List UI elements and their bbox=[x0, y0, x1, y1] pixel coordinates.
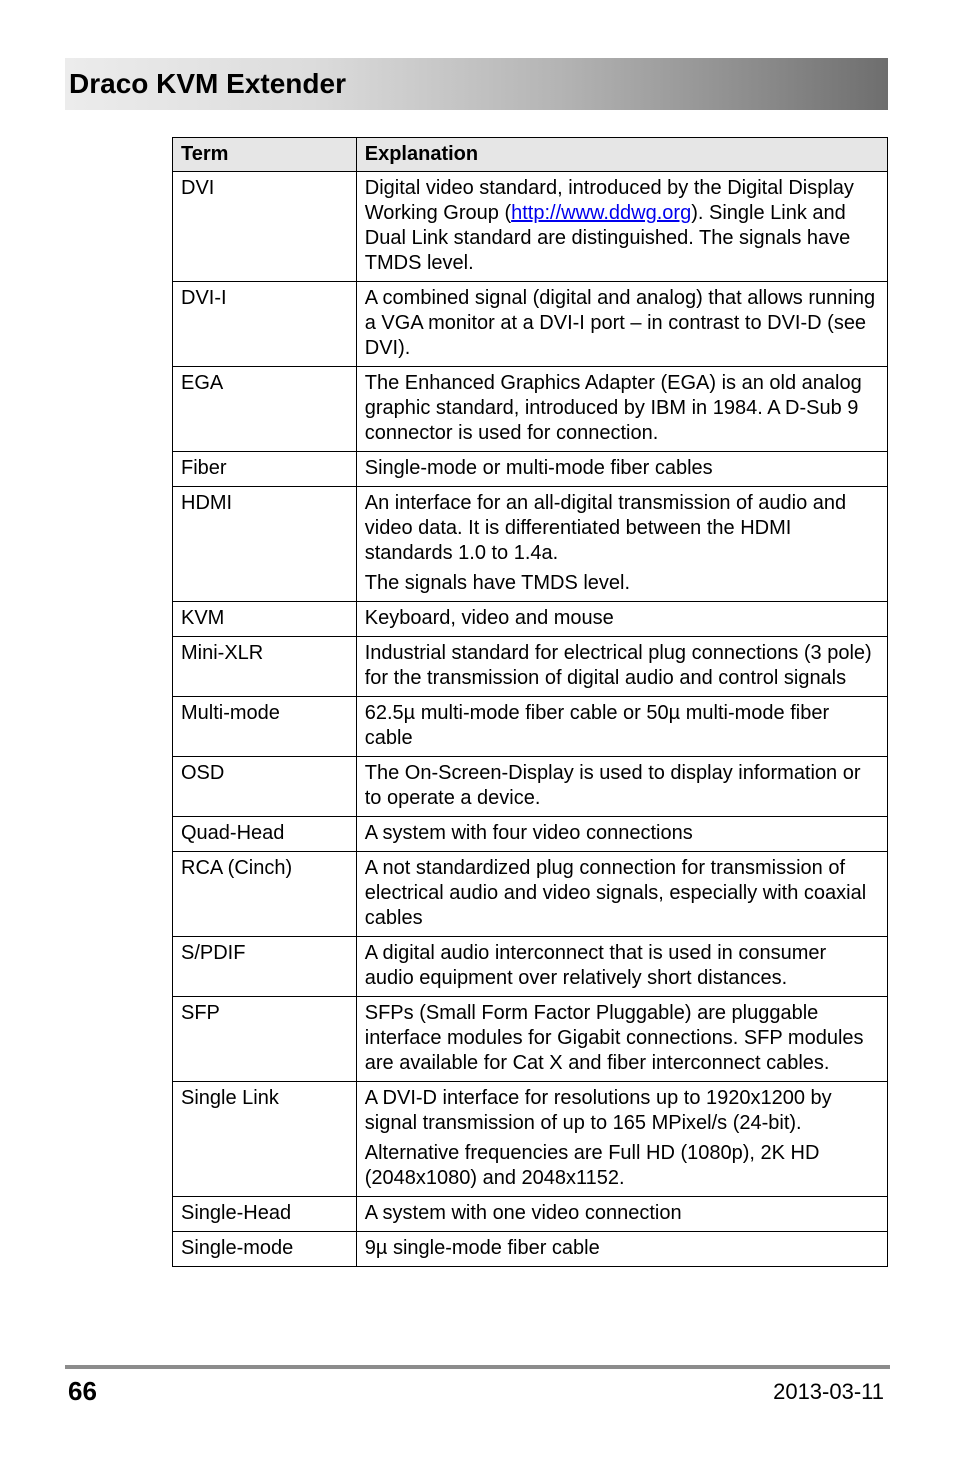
term-cell: Fiber bbox=[173, 452, 357, 487]
explanation-paragraph bbox=[365, 821, 879, 846]
explanation-text: 9µ single-mode fiber cable bbox=[364, 1237, 600, 1259]
explanation-text: A DVI-D interface for resolutions up to 1920x1200 by signal transmission of up to 165 MPixel/s (24-bit). bbox=[364, 1087, 832, 1134]
term-cell: EGA bbox=[173, 367, 357, 452]
explanation-cell bbox=[356, 852, 887, 937]
explanation-paragraph bbox=[365, 761, 879, 811]
table-row bbox=[173, 852, 888, 937]
term-cell: Quad-Head bbox=[173, 817, 357, 852]
column-header-explanation: Explanation bbox=[356, 138, 887, 172]
term-cell: Single Link bbox=[173, 1082, 357, 1197]
table-row bbox=[173, 1197, 888, 1232]
explanation-text: Single-mode or multi-mode fiber cables bbox=[364, 457, 713, 479]
explanation-text: Alternative frequencies are Full HD (1080p), 2K HD (2048x1080) and 2048x1152. bbox=[364, 1142, 820, 1189]
explanation-cell bbox=[356, 602, 887, 637]
explanation-paragraph bbox=[365, 1141, 879, 1191]
explanation-text: An interface for an all-digital transmission of audio and video data. It is differentiated between the HDMI standards 1.0 to 1.4a. bbox=[364, 492, 847, 564]
explanation-cell bbox=[356, 697, 887, 757]
explanation-text: Digital video standard, introduced by the Digital Display Working Group ( bbox=[364, 177, 854, 224]
page-number: 66 bbox=[68, 1376, 97, 1406]
explanation-text: The On-Screen-Display is used to display information or to operate a device. bbox=[364, 762, 861, 809]
explanation-text: Keyboard, video and mouse bbox=[364, 607, 614, 629]
explanation-text: A system with four video connections bbox=[364, 822, 693, 844]
table-row bbox=[173, 937, 888, 997]
table-row bbox=[173, 282, 888, 367]
explanation-paragraph bbox=[365, 571, 879, 596]
explanation-paragraph bbox=[365, 286, 879, 361]
explanation-cell bbox=[356, 1197, 887, 1232]
explanation-text: 62.5µ multi-mode fiber cable or 50µ multi-mode fiber cable bbox=[364, 702, 830, 749]
table-row bbox=[173, 757, 888, 817]
explanation-text: ). Single Link and Dual Link standard are distinguished. The signals have TMDS level. bbox=[364, 202, 851, 274]
term-cell: DVI bbox=[173, 172, 357, 282]
header-bar bbox=[65, 58, 888, 110]
term-cell: OSD bbox=[173, 757, 357, 817]
table-row bbox=[173, 697, 888, 757]
term-cell: HDMI bbox=[173, 487, 357, 602]
explanation-paragraph bbox=[365, 1001, 879, 1076]
footer-divider bbox=[65, 1365, 890, 1369]
footer-date: 2013-03-11 bbox=[773, 1379, 884, 1404]
explanation-cell bbox=[356, 487, 887, 602]
explanation-paragraph bbox=[365, 856, 879, 931]
explanation-paragraph bbox=[365, 1201, 879, 1226]
explanation-paragraph bbox=[365, 491, 879, 566]
explanation-text: SFPs (Small Form Factor Pluggable) are pluggable interface modules for Gigabit connections. SFP modules are available for Cat X and fiber interconnect cables. bbox=[364, 1002, 864, 1074]
table-row bbox=[173, 1082, 888, 1197]
glossary-table bbox=[172, 137, 888, 1267]
table-header-row bbox=[173, 138, 888, 172]
term-cell: Single-Head bbox=[173, 1197, 357, 1232]
explanation-text: Industrial standard for electrical plug connections (3 pole) for the transmission of digital audio and control signals bbox=[364, 642, 872, 689]
document-title: Draco KVM Extender bbox=[69, 68, 346, 99]
explanation-text: The Enhanced Graphics Adapter (EGA) is an old analog graphic standard, introduced by IBM in 1984. A D-Sub 9 connector is used for connection. bbox=[364, 372, 862, 444]
explanation-cell bbox=[356, 997, 887, 1082]
explanation-cell bbox=[356, 757, 887, 817]
table-row bbox=[173, 172, 888, 282]
explanation-cell bbox=[356, 637, 887, 697]
term-cell: Multi-mode bbox=[173, 697, 357, 757]
explanation-cell bbox=[356, 282, 887, 367]
table-row bbox=[173, 452, 888, 487]
explanation-cell bbox=[356, 367, 887, 452]
table-row bbox=[173, 637, 888, 697]
explanation-paragraph bbox=[365, 941, 879, 991]
explanation-cell bbox=[356, 937, 887, 997]
table-row bbox=[173, 487, 888, 602]
explanation-text: A digital audio interconnect that is used in consumer audio equipment over relatively short distances. bbox=[364, 942, 827, 989]
explanation-paragraph bbox=[365, 606, 879, 631]
explanation-text: A combined signal (digital and analog) that allows running a VGA monitor at a DVI-I port – in contrast to DVI-D (see DVI). bbox=[364, 287, 876, 359]
term-cell: Single-mode bbox=[173, 1232, 357, 1267]
explanation-paragraph bbox=[365, 701, 879, 751]
explanation-text: The signals have TMDS level. bbox=[364, 572, 631, 594]
term-cell: RCA (Cinch) bbox=[173, 852, 357, 937]
term-cell: DVI-I bbox=[173, 282, 357, 367]
explanation-paragraph bbox=[365, 641, 879, 691]
explanation-paragraph bbox=[365, 176, 879, 276]
table-row bbox=[173, 602, 888, 637]
explanation-paragraph bbox=[365, 371, 879, 446]
column-header-term: Term bbox=[173, 138, 357, 172]
explanation-text: A system with one video connection bbox=[364, 1202, 682, 1224]
explanation-cell bbox=[356, 817, 887, 852]
explanation-paragraph bbox=[365, 456, 879, 481]
explanation-cell bbox=[356, 172, 887, 282]
explanation-text: A not standardized plug connection for transmission of electrical audio and video signals, especially with coaxial cables bbox=[364, 857, 867, 929]
explanation-paragraph bbox=[365, 1086, 879, 1136]
term-cell: S/PDIF bbox=[173, 937, 357, 997]
explanation-cell bbox=[356, 452, 887, 487]
explanation-cell bbox=[356, 1232, 887, 1267]
explanation-cell bbox=[356, 1082, 887, 1197]
term-cell: KVM bbox=[173, 602, 357, 637]
table-row bbox=[173, 1232, 888, 1267]
table-row bbox=[173, 817, 888, 852]
table-body bbox=[173, 172, 888, 1267]
term-cell: Mini-XLR bbox=[173, 637, 357, 697]
ddwg-link[interactable]: http://www.ddwg.org bbox=[511, 202, 692, 224]
term-cell: SFP bbox=[173, 997, 357, 1082]
table-row bbox=[173, 367, 888, 452]
table-row bbox=[173, 997, 888, 1082]
explanation-paragraph bbox=[365, 1236, 879, 1261]
